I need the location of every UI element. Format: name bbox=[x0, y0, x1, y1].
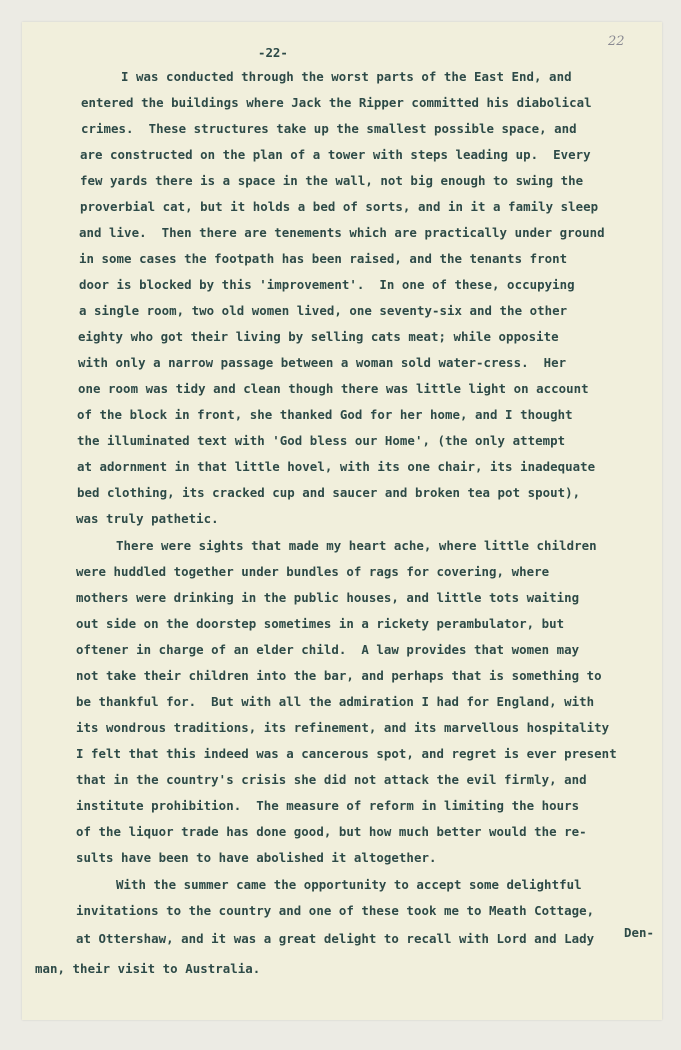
text-line: bed clothing, its cracked cup and saucer and broken tea pot spout), bbox=[77, 485, 581, 500]
text-line: There were sights that made my heart ache, where little children bbox=[116, 538, 597, 553]
text-line: mothers were drinking in the public houses, and little tots waiting bbox=[76, 590, 580, 605]
hyphenated-word-fragment: Den- bbox=[624, 925, 655, 940]
text-line-overflow: man, their visit to Australia. bbox=[35, 961, 261, 976]
text-line: one room was tidy and clean though there was little light on account bbox=[78, 381, 589, 396]
text-line: entered the buildings where Jack the Ripper committed his diabolical bbox=[81, 95, 592, 110]
text-line: at Ottershaw, and it was a great delight to recall with Lord and Lady bbox=[76, 931, 595, 946]
text-line: with only a narrow passage between a woman sold water-cress. Her bbox=[78, 355, 567, 370]
text-line: crimes. These structures take up the smallest possible space, and bbox=[81, 121, 577, 136]
text-line: oftener in charge of an elder child. A law provides that women may bbox=[76, 642, 580, 657]
text-line: in some cases the footpath has been raised, and the tenants front bbox=[79, 251, 568, 266]
text-line: door is blocked by this 'improvement'. In one of these, occupying bbox=[79, 277, 575, 292]
text-line: of the block in front, she thanked God for her home, and I thought bbox=[77, 407, 573, 422]
text-line: were huddled together under bundles of rags for covering, where bbox=[76, 564, 550, 579]
text-line: at adornment in that little hovel, with its one chair, its inadequate bbox=[77, 459, 596, 474]
text-line: the illuminated text with 'God bless our Home', (the only attempt bbox=[77, 433, 566, 448]
text-line: and live. Then there are tenements which are practically under ground bbox=[79, 225, 605, 240]
text-line: that in the country's crisis she did not attack the evil firmly, and bbox=[76, 772, 587, 787]
text-line: I felt that this indeed was a cancerous spot, and regret is ever present bbox=[76, 746, 617, 761]
text-line: are constructed on the plan of a tower with steps leading up. Every bbox=[80, 147, 591, 162]
text-line: eighty who got their living by selling cats meat; while opposite bbox=[78, 329, 559, 344]
pencil-page-number: 22 bbox=[608, 34, 625, 49]
text-line: its wondrous traditions, its refinement, and its marvellous hospitality bbox=[76, 720, 610, 735]
text-line: out side on the doorstep sometimes in a rickety perambulator, but bbox=[76, 616, 565, 631]
text-line: I was conducted through the worst parts of the East End, and bbox=[121, 69, 572, 84]
typed-page-number: -22- bbox=[258, 45, 288, 60]
text-line: invitations to the country and one of these took me to Meath Cottage, bbox=[76, 903, 595, 918]
text-line: few yards there is a space in the wall, not big enough to swing the bbox=[80, 173, 584, 188]
text-line: was truly pathetic. bbox=[76, 511, 219, 526]
text-line: of the liquor trade has done good, but how much better would the re- bbox=[76, 824, 587, 839]
text-line: not take their children into the bar, and perhaps that is something to bbox=[76, 668, 602, 683]
text-line: sults have been to have abolished it altogether. bbox=[76, 850, 437, 865]
text-line: a single room, two old women lived, one seventy-six and the other bbox=[79, 303, 568, 318]
text-line: With the summer came the opportunity to accept some delightful bbox=[116, 877, 582, 892]
text-line: be thankful for. But with all the admiration I had for England, with bbox=[76, 694, 595, 709]
text-line: institute prohibition. The measure of reform in limiting the hours bbox=[76, 798, 580, 813]
text-line: proverbial cat, but it holds a bed of sorts, and in it a family sleep bbox=[80, 199, 599, 214]
